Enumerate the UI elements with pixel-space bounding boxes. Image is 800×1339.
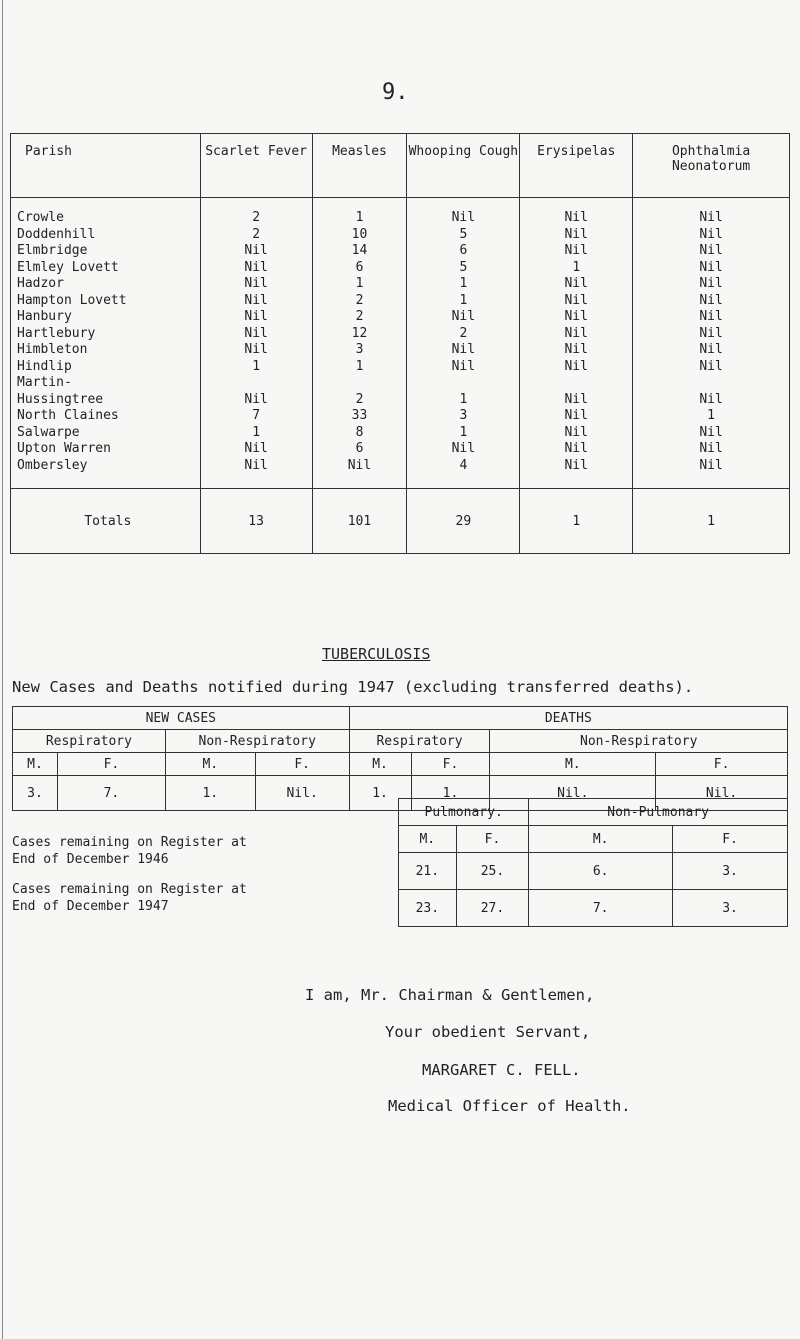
section-title: TUBERCULOSIS (322, 645, 431, 663)
table-cell: Nil (407, 359, 520, 376)
table-cell: 5 (407, 260, 520, 277)
table-cell: Nil (633, 276, 790, 293)
table-cell (407, 375, 520, 392)
respiratory-header: Respiratory (13, 730, 166, 753)
new-cases-header: NEW CASES (13, 707, 350, 730)
closing-valediction: Your obedient Servant, (385, 1023, 591, 1041)
table-cell: Nil (520, 425, 633, 442)
table-cell: 33 (312, 408, 407, 425)
table-cell (520, 375, 633, 392)
tb-value-cell: 1. (349, 776, 411, 811)
table-cell: Nil (633, 198, 790, 227)
table-cell: 12 (312, 326, 407, 343)
column-header: Whooping Cough (407, 134, 520, 198)
table-cell: Nil (633, 392, 790, 409)
table-cell: 2 (200, 227, 312, 244)
table-cell: 4 (407, 458, 520, 489)
pulmonary-header: Pulmonary. (399, 799, 529, 826)
non-pulmonary-header: Non-Pulmonary (529, 799, 788, 826)
table-cell: Nil (633, 309, 790, 326)
non-respiratory-header: Non-Respiratory (165, 730, 349, 753)
table-cell: Nil (200, 260, 312, 277)
parish-name: Hartlebury (11, 326, 201, 343)
table-row (11, 392, 790, 409)
table-cell: Nil (520, 309, 633, 326)
register-sex-row (399, 826, 788, 853)
table-cell: 2 (312, 309, 407, 326)
table-row (11, 458, 790, 489)
register-row-label (12, 834, 247, 868)
parish-name: Hussingtree (11, 392, 201, 409)
table-cell: 8 (312, 425, 407, 442)
totals-row (11, 489, 790, 554)
table-cell: Nil (520, 441, 633, 458)
tb-value-cell: Nil. (255, 776, 349, 811)
table-cell: Nil (200, 441, 312, 458)
column-header: Parish (11, 134, 201, 198)
signatory-title: Medical Officer of Health. (388, 1097, 631, 1115)
table-cell: Nil (520, 276, 633, 293)
register-value-cell: 25. (456, 853, 529, 890)
table-cell (312, 375, 407, 392)
tb-sex-row (13, 753, 788, 776)
table-cell: Nil (200, 458, 312, 489)
table-cell: 1 (312, 198, 407, 227)
table-row (11, 293, 790, 310)
parish-name: Crowle (11, 198, 201, 227)
table-cell: 14 (312, 243, 407, 260)
table-cell: Nil (520, 227, 633, 244)
non-respiratory-header: Non-Respiratory (490, 730, 788, 753)
male-header: M. (13, 753, 58, 776)
table-cell: Nil (520, 392, 633, 409)
table-cell: Nil (520, 326, 633, 343)
total-cell: 101 (312, 489, 407, 554)
table-cell: 2 (407, 326, 520, 343)
table-cell: Nil (520, 243, 633, 260)
tb-value-cell: Nil. (656, 776, 788, 811)
table-row (11, 326, 790, 343)
table-cell: 6 (312, 260, 407, 277)
table-cell: Nil (633, 441, 790, 458)
female-header: F. (656, 753, 788, 776)
total-cell: 1 (520, 489, 633, 554)
table-cell: 2 (312, 293, 407, 310)
female-header: F. (255, 753, 349, 776)
tuberculosis-table (12, 706, 788, 811)
female-header: F. (411, 753, 490, 776)
parish-name: Martin- (11, 375, 201, 392)
table-cell: 3 (312, 342, 407, 359)
table-cell: Nil (407, 198, 520, 227)
parish-name: Himbleton (11, 342, 201, 359)
section-subtitle: New Cases and Deaths notified during 1947 (excluding transferred deaths). (12, 678, 694, 696)
register-value-cell: 27. (456, 890, 529, 927)
table-row (11, 309, 790, 326)
tb-value-cell: 1. (411, 776, 490, 811)
parish-name: Salwarpe (11, 425, 201, 442)
table-row (11, 408, 790, 425)
table-cell: Nil (200, 392, 312, 409)
table-row (11, 276, 790, 293)
table-header-row (11, 134, 790, 198)
register-value-cell: 3. (673, 890, 788, 927)
table-cell: Nil (633, 458, 790, 489)
table-cell: Nil (200, 243, 312, 260)
table-row (11, 227, 790, 244)
deaths-header: DEATHS (349, 707, 787, 730)
table-cell: Nil (520, 359, 633, 376)
column-header: Measles (312, 134, 407, 198)
table-cell: 10 (312, 227, 407, 244)
table-row (11, 441, 790, 458)
register-values-row (399, 853, 788, 890)
table-cell: Nil (200, 276, 312, 293)
register-label-line: End of December 1947 (12, 899, 169, 914)
table-cell: Nil (633, 326, 790, 343)
parish-name: Doddenhill (11, 227, 201, 244)
parish-name: Ombersley (11, 458, 201, 489)
table-cell: 1 (520, 260, 633, 277)
parish-name: North Claines (11, 408, 201, 425)
table-row (11, 198, 790, 227)
parish-name: Hanbury (11, 309, 201, 326)
table-cell: 6 (407, 243, 520, 260)
parish-name: Elmbridge (11, 243, 201, 260)
register-label-line: Cases remaining on Register at (12, 835, 247, 850)
parish-name: Hadzor (11, 276, 201, 293)
table-cell: Nil (407, 342, 520, 359)
table-cell: 1 (312, 276, 407, 293)
tb-value-cell: 1. (165, 776, 255, 811)
total-cell: 13 (200, 489, 312, 554)
table-row (11, 243, 790, 260)
table-row (11, 260, 790, 277)
male-header: M. (490, 753, 656, 776)
page-number: 9. (382, 80, 409, 105)
register-value-cell: 6. (529, 853, 673, 890)
male-header: M. (529, 826, 673, 853)
parish-name: Hindlip (11, 359, 201, 376)
table-cell: Nil (633, 243, 790, 260)
table-cell: Nil (633, 342, 790, 359)
table-cell: 6 (312, 441, 407, 458)
tb-value-cell: 7. (57, 776, 165, 811)
table-cell: 1 (407, 425, 520, 442)
table-cell: 1 (200, 425, 312, 442)
tb-subheader-row (13, 730, 788, 753)
closing-greeting: I am, Mr. Chairman & Gentlemen, (305, 986, 595, 1004)
table-cell: Nil (200, 342, 312, 359)
infectious-disease-table (10, 133, 790, 554)
table-cell: 2 (200, 198, 312, 227)
parish-name: Hampton Lovett (11, 293, 201, 310)
tb-value-cell: Nil. (490, 776, 656, 811)
table-cell: Nil (200, 326, 312, 343)
column-header: Erysipelas (520, 134, 633, 198)
male-header: M. (165, 753, 255, 776)
table-cell: Nil (200, 309, 312, 326)
register-header-row (399, 799, 788, 826)
register-row-label (12, 881, 247, 915)
table-row (11, 425, 790, 442)
table-cell: Nil (520, 293, 633, 310)
column-header: Scarlet Fever (200, 134, 312, 198)
total-cell: 29 (407, 489, 520, 554)
table-cell: Nil (520, 458, 633, 489)
table-cell: Nil (407, 309, 520, 326)
page-edge-line (2, 0, 3, 1339)
table-cell: Nil (633, 293, 790, 310)
table-cell: Nil (520, 198, 633, 227)
register-label-line: End of December 1946 (12, 852, 169, 867)
totals-label: Totals (11, 489, 201, 554)
table-cell: Nil (633, 227, 790, 244)
tb-header-row (13, 707, 788, 730)
register-value-cell: 23. (399, 890, 457, 927)
table-cell: Nil (633, 359, 790, 376)
table-cell: Nil (520, 408, 633, 425)
table-cell: Nil (312, 458, 407, 489)
table-cell: Nil (407, 441, 520, 458)
table-row (11, 375, 790, 392)
table-cell: Nil (633, 425, 790, 442)
table-cell: Nil (520, 342, 633, 359)
table-cell (200, 375, 312, 392)
tb-value-cell: 3. (13, 776, 58, 811)
table-row (11, 359, 790, 376)
table-row (11, 342, 790, 359)
parish-name: Upton Warren (11, 441, 201, 458)
table-cell: 1 (407, 392, 520, 409)
female-header: F. (57, 753, 165, 776)
register-value-cell: 21. (399, 853, 457, 890)
parish-name: Elmley Lovett (11, 260, 201, 277)
table-cell: Nil (633, 260, 790, 277)
male-header: M. (399, 826, 457, 853)
table-cell: 1 (312, 359, 407, 376)
register-table (398, 798, 788, 927)
table-cell: 1 (633, 408, 790, 425)
female-header: F. (456, 826, 529, 853)
table-cell (633, 375, 790, 392)
table-cell: 1 (407, 276, 520, 293)
register-value-cell: 7. (529, 890, 673, 927)
male-header: M. (349, 753, 411, 776)
table-cell: 1 (407, 293, 520, 310)
respiratory-header: Respiratory (349, 730, 490, 753)
signatory-name: MARGARET C. FELL. (422, 1061, 581, 1079)
table-cell: 5 (407, 227, 520, 244)
register-value-cell: 3. (673, 853, 788, 890)
table-cell: 1 (200, 359, 312, 376)
register-values-row (399, 890, 788, 927)
table-cell: 3 (407, 408, 520, 425)
total-cell: 1 (633, 489, 790, 554)
column-header: Ophthalmia Neonatorum (633, 134, 790, 198)
table-cell: 7 (200, 408, 312, 425)
table-cell: 2 (312, 392, 407, 409)
register-label-line: Cases remaining on Register at (12, 882, 247, 897)
table-cell: Nil (200, 293, 312, 310)
female-header: F. (673, 826, 788, 853)
